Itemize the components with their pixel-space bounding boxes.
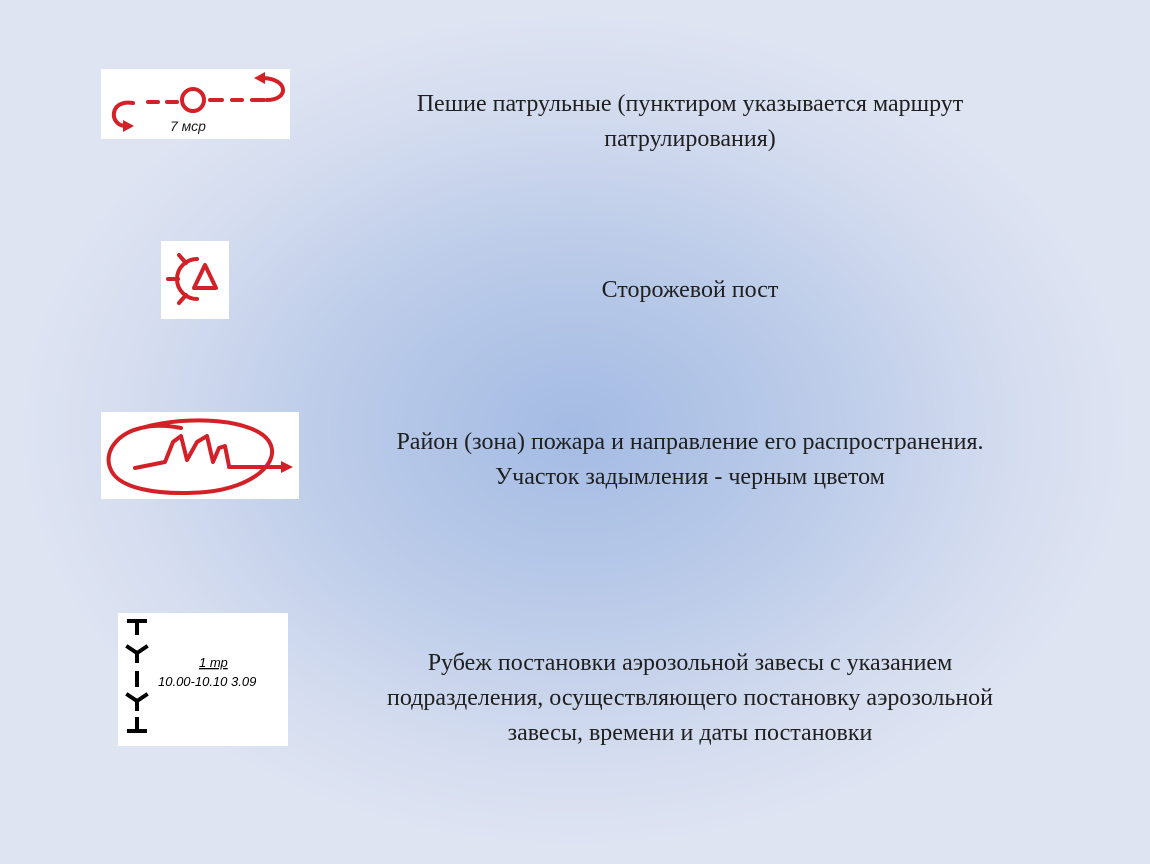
aerosol-screen-line-symbol-icon <box>118 613 288 746</box>
description-line: Пешие патрульные (пунктиром указывается маршрут <box>416 91 964 117</box>
description-line: подразделения, осуществляющего постановку аэрозольной <box>386 685 994 711</box>
aerosol-unit-label: 1 тр <box>199 655 228 670</box>
description-line: патрулирования) <box>604 126 776 152</box>
foot-patrol-description <box>330 87 1050 157</box>
fire-area-description <box>330 425 1050 495</box>
guard-post-symbol <box>161 241 229 319</box>
description-line: Рубеж постановки аэрозольной завесы с указанием <box>427 650 953 676</box>
guard-post-description <box>330 273 1050 308</box>
fire-area-symbol-icon <box>101 412 299 499</box>
fire-area-symbol <box>101 412 299 499</box>
foot-patrol-symbol <box>101 69 290 139</box>
description-line: завесы, времени и даты постановки <box>507 720 873 746</box>
aerosol-screen-description <box>330 646 1050 751</box>
guard-post-symbol-icon <box>161 241 229 319</box>
description-line: Район (зона) пожара и направление его распространения. <box>396 429 984 455</box>
patrol-unit-label: 7 мср <box>170 118 206 134</box>
foot-patrol-symbol-icon <box>101 69 290 139</box>
aerosol-time-label: 10.00-10.10 3.09 <box>158 674 257 689</box>
description-line: Участок задымления - черным цветом <box>495 464 885 490</box>
aerosol-screen-symbol <box>118 613 288 746</box>
description-line: Сторожевой пост <box>601 277 779 303</box>
